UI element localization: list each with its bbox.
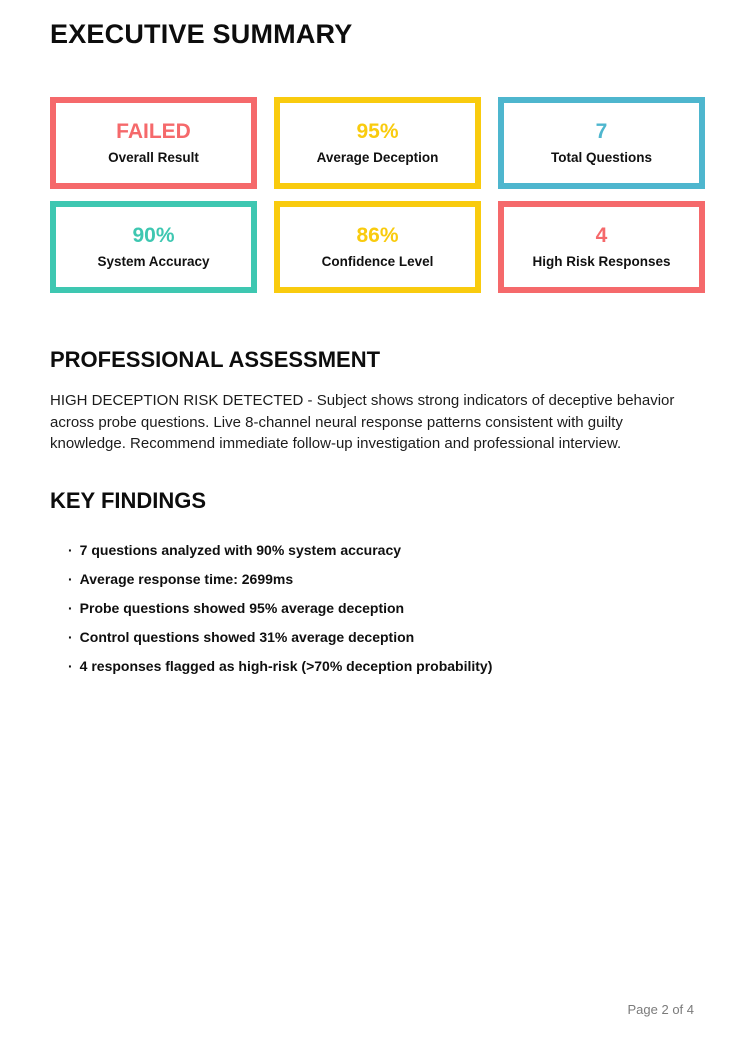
stat-card-average-deception [274,97,481,189]
stat-value: 7 [595,120,608,144]
stat-card-total-questions [498,97,705,189]
key-finding-text: Control questions showed 31% average deception [79,629,415,645]
stat-card-system-accuracy [50,201,257,293]
stat-value: 86% [356,224,399,248]
bullet-dot: · [68,600,73,616]
stat-value: 95% [356,120,399,144]
professional-assessment-heading: PROFESSIONAL ASSESSMENT [50,347,381,372]
key-finding-item [68,652,694,681]
key-finding-item [68,565,694,594]
key-finding-text: 4 responses flagged as high-risk (>70% deception probability) [79,658,493,674]
stat-label: Confidence Level [321,254,434,270]
summary-stat-cards [50,97,705,293]
page-number: Page 2 of 4 [627,1002,694,1017]
professional-assessment-body: HIGH DECEPTION RISK DETECTED - Subject shows strong indicators of deceptive behavior across probe questions. Live 8-channel neural response patterns consistent with guilty knowledge. Recommend immediate follow-up investigation and professional interview. [50,392,675,452]
stat-label: System Accuracy [97,254,210,270]
bullet-dot: · [68,542,73,558]
stat-value: FAILED [116,120,191,144]
key-finding-text: Average response time: 2699ms [79,571,294,587]
stat-value: 90% [132,224,175,248]
stat-label: Total Questions [550,150,652,166]
key-findings-list [50,536,694,681]
stat-card-overall-result [50,97,257,189]
stat-label: Overall Result [108,150,199,166]
key-finding-item [68,623,694,652]
key-finding-text: 7 questions analyzed with 90% system accuracy [79,542,402,558]
stat-label: High Risk Responses [532,254,671,270]
stat-card-high-risk-responses [498,201,705,293]
bullet-dot: · [68,658,73,674]
key-finding-text: Probe questions showed 95% average deception [79,600,405,616]
bullet-dot: · [68,629,73,645]
stat-card-confidence-level [274,201,481,293]
key-finding-item [68,594,694,623]
page-title: EXECUTIVE SUMMARY [50,19,353,49]
key-finding-item [68,536,694,565]
bullet-dot: · [68,571,73,587]
key-findings-heading: KEY FINDINGS [50,487,207,513]
stat-value: 4 [595,224,608,248]
stat-label: Average Deception [316,150,439,166]
